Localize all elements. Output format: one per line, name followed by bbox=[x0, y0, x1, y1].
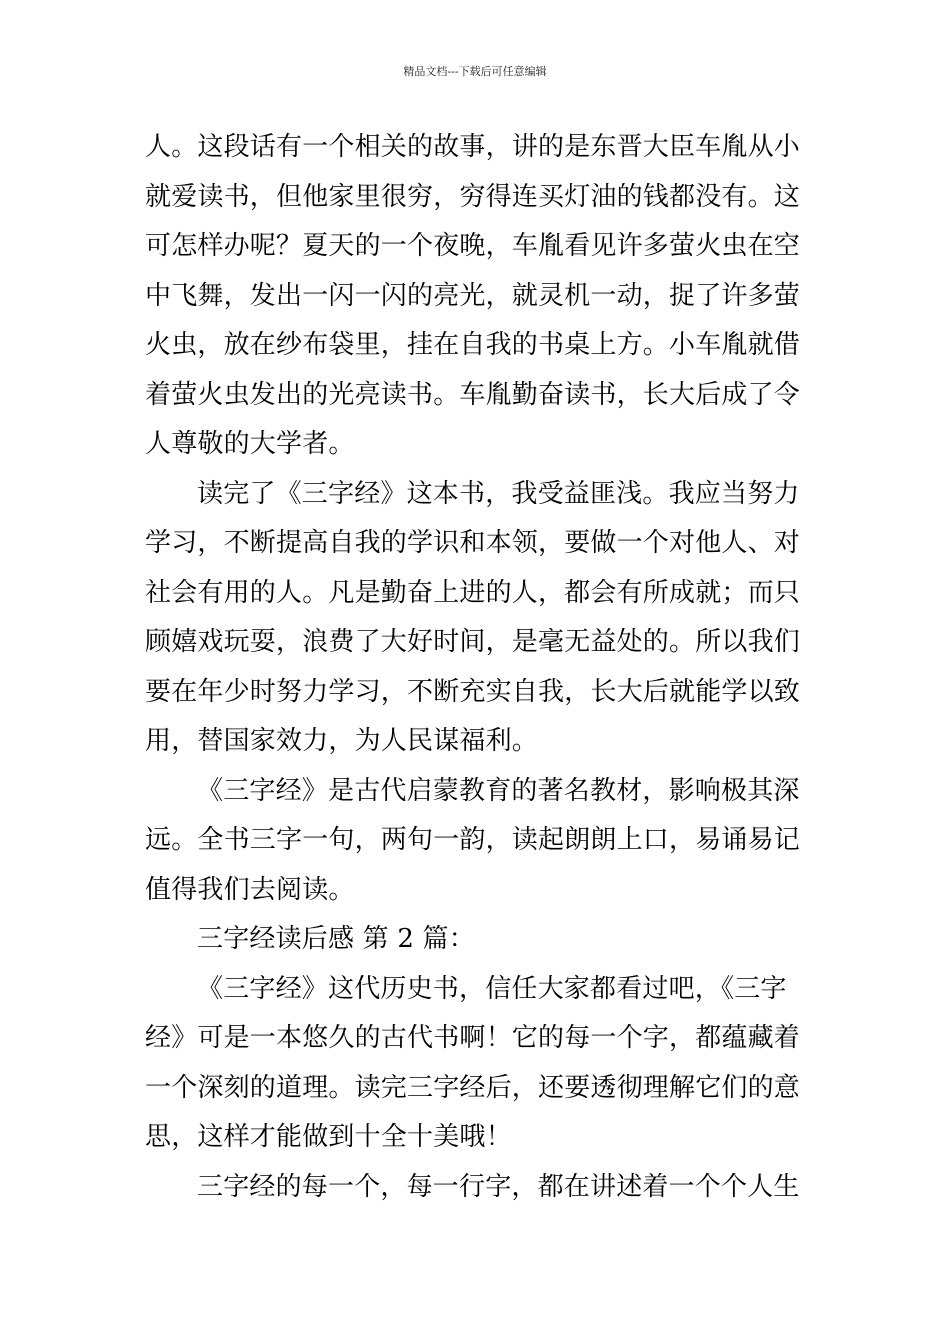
text-line: 人。这段话有一个相关的故事，讲的是东晋大臣车胤从小 bbox=[145, 132, 801, 162]
page-header: 精品文档---下载后可任意编辑 bbox=[403, 65, 547, 78]
text-line: 思，这样才能做到十全十美哦！ bbox=[145, 1122, 512, 1152]
paragraph-first-line: 《三字经》是古代启蒙教育的著名教材，影响极其深 bbox=[197, 775, 800, 806]
text-line: 远。全书三字一句，两句一韵，读起朗朗上口，易诵易记 bbox=[145, 825, 801, 855]
text-line: 着萤火虫发出的光亮读书。车胤勤奋读书，长大后成了令 bbox=[145, 379, 801, 410]
text-line: 学习，不断提高自我的学识和本领，要做一个对他人、对 bbox=[145, 528, 801, 558]
section-heading: 三字经读后感 第 2 篇： bbox=[197, 924, 475, 954]
text-line: 一个深刻的道理。读完三字经后，还要透彻理解它们的意 bbox=[145, 1072, 801, 1103]
text-line: 顾嬉戏玩耍，浪费了大好时间，是毫无益处的。所以我们 bbox=[145, 627, 801, 657]
document-body bbox=[145, 123, 810, 1212]
text-line: 火虫，放在纱布袋里，挂在自我的书桌上方。小车胤就借 bbox=[145, 330, 801, 360]
text-line: 可怎样办呢？夏天的一个夜晚，车胤看见许多萤火虫在空 bbox=[145, 231, 801, 261]
text-line: 要在年少时努力学习，不断充实自我，长大后就能学以致 bbox=[145, 676, 801, 707]
paragraph-first-line: 读完了《三字经》这本书，我受益匪浅。我应当努力 bbox=[197, 478, 800, 509]
text-line: 社会有用的人。凡是勤奋上进的人，都会有所成就；而只 bbox=[145, 577, 801, 608]
text-line: 就爱读书，但他家里很穷，穷得连买灯油的钱都没有。这 bbox=[145, 181, 801, 212]
text-line: 人尊敬的大学者。 bbox=[145, 429, 355, 459]
text-line: 值得我们去阅读。 bbox=[145, 874, 355, 905]
text-line: 经》可是一本悠久的古代书啊！它的每一个字，都蕴藏着 bbox=[145, 1023, 801, 1053]
text-line: 中飞舞，发出一闪一闪的亮光，就灵机一动，捉了许多萤 bbox=[145, 280, 801, 311]
text-line: 用，替国家效力，为人民谋福利。 bbox=[145, 726, 539, 756]
paragraph-first-line: 《三字经》这代历史书，信任大家都看过吧，《三字 bbox=[197, 973, 787, 1004]
paragraph-first-line: 三字经的每一个，每一行字，都在讲述着一个个人生 bbox=[197, 1171, 800, 1202]
